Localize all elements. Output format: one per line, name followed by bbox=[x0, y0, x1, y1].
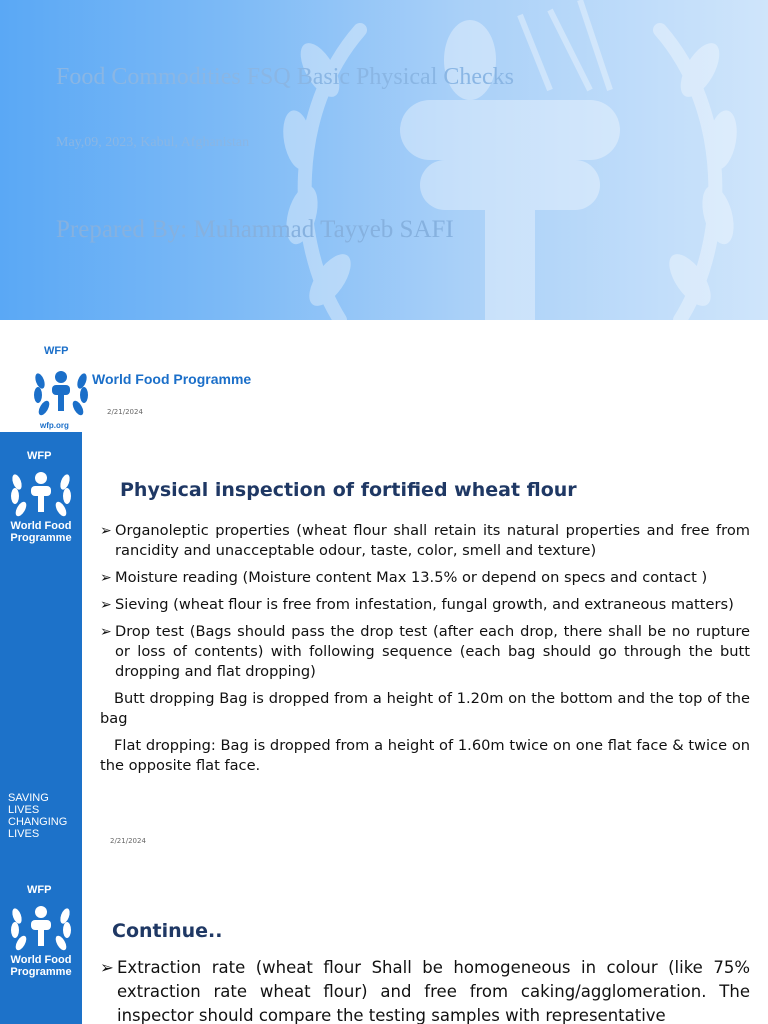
paragraph-flat-dropping: Flat dropping: Bag is dropped from a height of 1.60m twice on one flat face & twice on the opposite flat face. bbox=[100, 737, 750, 774]
slide-date: 2/21/2024 bbox=[107, 408, 143, 416]
un-emblem-icon bbox=[250, 0, 768, 320]
slide-date: 2/21/2024 bbox=[110, 837, 146, 845]
bullet-text: Organoleptic properties (wheat flour shall retain its natural properties and free from rancidity and unacceptable odour, taste, color, smell and texture) bbox=[115, 522, 750, 559]
bullet-text: Sieving (wheat flour is free from infestation, fungal growth, and extraneous matters) bbox=[115, 596, 734, 613]
bullet-arrow-icon: ➢ bbox=[100, 958, 114, 977]
bullet-text: Moisture reading (Moisture content Max 13.5% or depend on specs and contact ) bbox=[115, 569, 708, 586]
title-slide bbox=[0, 0, 768, 320]
slogan-line4: LIVES bbox=[8, 828, 40, 840]
slogan-line2: LIVES bbox=[8, 804, 40, 816]
bullet-arrow-icon: ➢ bbox=[100, 597, 112, 613]
list-item bbox=[100, 622, 750, 682]
bullet-arrow-icon: ➢ bbox=[100, 624, 112, 640]
presentation-title: Food Commodities FSQ Basic Physical Checks bbox=[56, 64, 515, 90]
bullet-text: Extraction rate (wheat flour Shall be homogeneous in colour (like 75% extraction rate wheat flour) and free from caking/agglomeration. The inspector should compare the testing samples with representative bbox=[117, 958, 750, 1024]
logo-abbr: WFP bbox=[44, 345, 69, 357]
sidebar-org-line1: World Food bbox=[10, 520, 72, 532]
list-item bbox=[100, 521, 750, 561]
bullet-arrow-icon: ➢ bbox=[100, 523, 112, 539]
wfp-emblem-icon bbox=[8, 896, 74, 954]
prepared-by: Prepared By: Muhammad Tayyeb SAFI bbox=[56, 216, 454, 243]
logo-site: wfp.org bbox=[40, 421, 69, 430]
slogan-line1: SAVING bbox=[8, 792, 49, 804]
bullet-arrow-icon: ➢ bbox=[100, 570, 112, 586]
wfp-emblem-icon bbox=[32, 359, 90, 419]
title-slide-footer bbox=[0, 320, 768, 432]
wfp-sidebar bbox=[0, 432, 82, 866]
slide-heading: Continue.. bbox=[112, 920, 223, 942]
sidebar-org-line2: Programme bbox=[10, 966, 72, 978]
brand-name: World Food Programme bbox=[92, 371, 252, 387]
slide-heading: Physical inspection of fortified wheat flour bbox=[120, 479, 577, 501]
list-item bbox=[100, 595, 750, 615]
sidebar-org-line2: Programme bbox=[10, 532, 72, 544]
list-item bbox=[100, 956, 750, 1024]
sidebar-abbr: WFP bbox=[27, 450, 52, 462]
wfp-emblem-icon bbox=[8, 462, 74, 520]
slogan-line3: CHANGING bbox=[8, 816, 68, 828]
paragraph-butt-dropping: Butt dropping Bag is dropped from a height of 1.20m on the bottom and the top of the bag bbox=[100, 690, 750, 727]
sidebar-abbr: WFP bbox=[27, 884, 52, 896]
sidebar-slogan bbox=[8, 792, 67, 840]
bullet-list bbox=[100, 956, 750, 1024]
bullet-text: Drop test (Bags should pass the drop test (after each drop, there shall be no rupture or loss of contents) with following sequence (each bag should go through the butt dropping and flat dropping) bbox=[115, 623, 750, 680]
list-item bbox=[100, 568, 750, 588]
wfp-logo bbox=[30, 345, 90, 435]
sidebar-org-line1: World Food bbox=[10, 954, 72, 966]
bullet-list bbox=[100, 521, 750, 783]
wfp-sidebar bbox=[0, 866, 82, 1024]
continue-slide bbox=[0, 866, 768, 1024]
presentation-date-location: May,09, 2023, Kabul, Afghanistan bbox=[56, 135, 250, 150]
inspection-slide bbox=[0, 432, 768, 866]
